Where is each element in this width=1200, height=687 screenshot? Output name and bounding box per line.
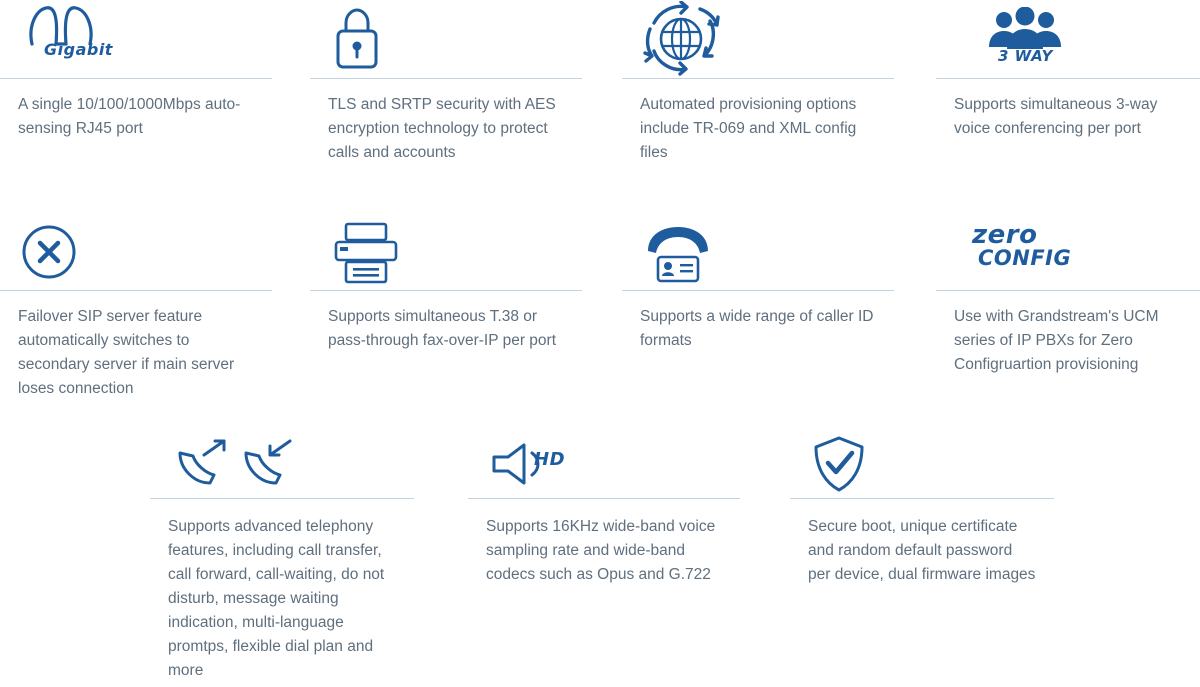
- feature-text: Automated provisioning options include TR-069 and XML config files: [640, 96, 857, 162]
- feature-card-provisioning: [622, 0, 894, 165]
- call-transfer-phones-icon: [150, 430, 414, 498]
- feature-card-fax-over-ip: [310, 212, 582, 353]
- zero-config-word-zero: zero: [972, 220, 1038, 250]
- feature-text: Use with Grandstream's UCM series of IP PBXs for Zero Configruartion provisioning: [954, 308, 1159, 374]
- feature-card-telephony-features: [150, 430, 414, 683]
- feature-card-hd-voice: [468, 430, 740, 587]
- phone-card-icon: [622, 212, 894, 290]
- feature-text: Secure boot, unique certificate and random default password per device, dual firmware images: [808, 518, 1036, 584]
- feature-text: Supports a wide range of caller ID formats: [640, 308, 874, 350]
- feature-text: Supports simultaneous T.38 or pass-through fax-over-IP per port: [328, 308, 557, 350]
- feature-card-secure-boot: [790, 430, 1054, 587]
- three-way-icon-label: 3 WAY: [998, 47, 1053, 65]
- hd-speaker-icon: [468, 430, 740, 498]
- three-way-people-icon: [936, 0, 1200, 78]
- x-circle-icon: [0, 212, 272, 290]
- padlock-icon: [310, 0, 582, 78]
- feature-card-caller-id: [622, 212, 894, 353]
- feature-text: TLS and SRTP security with AES encryption technology to protect calls and accounts: [328, 96, 556, 162]
- shield-check-icon: [790, 430, 1054, 498]
- gigabit-icon-label: Gigabit: [44, 40, 113, 59]
- globe-arrows-icon: [622, 0, 894, 78]
- feature-card-security: [310, 0, 582, 165]
- fax-printer-icon: [310, 212, 582, 290]
- gigabit-icon: [0, 0, 272, 78]
- zero-config-icon: [936, 212, 1200, 290]
- feature-card-zero-config: [936, 212, 1200, 377]
- hd-icon-label: HD: [534, 449, 566, 470]
- feature-text: A single 10/100/1000Mbps auto-sensing RJ45 port: [18, 96, 241, 138]
- feature-text: Supports 16KHz wide-band voice sampling rate and wide-band codecs such as Opus and G.722: [486, 518, 716, 584]
- feature-text: Supports simultaneous 3-way voice conferencing per port: [954, 96, 1158, 138]
- zero-config-word-config: CONFIG: [978, 246, 1072, 270]
- feature-card-gigabit-port: [0, 0, 272, 141]
- feature-text: Supports advanced telephony features, including call transfer, call forward, call-waiting, do not disturb, message waiting indication, multi-language promtps, flexible dial plan and more: [168, 518, 385, 680]
- feature-card-failover-sip: [0, 212, 272, 401]
- feature-card-three-way-conference: [936, 0, 1200, 141]
- feature-text: Failover SIP server feature automatically switches to secondary server if main server loses connection: [18, 308, 235, 398]
